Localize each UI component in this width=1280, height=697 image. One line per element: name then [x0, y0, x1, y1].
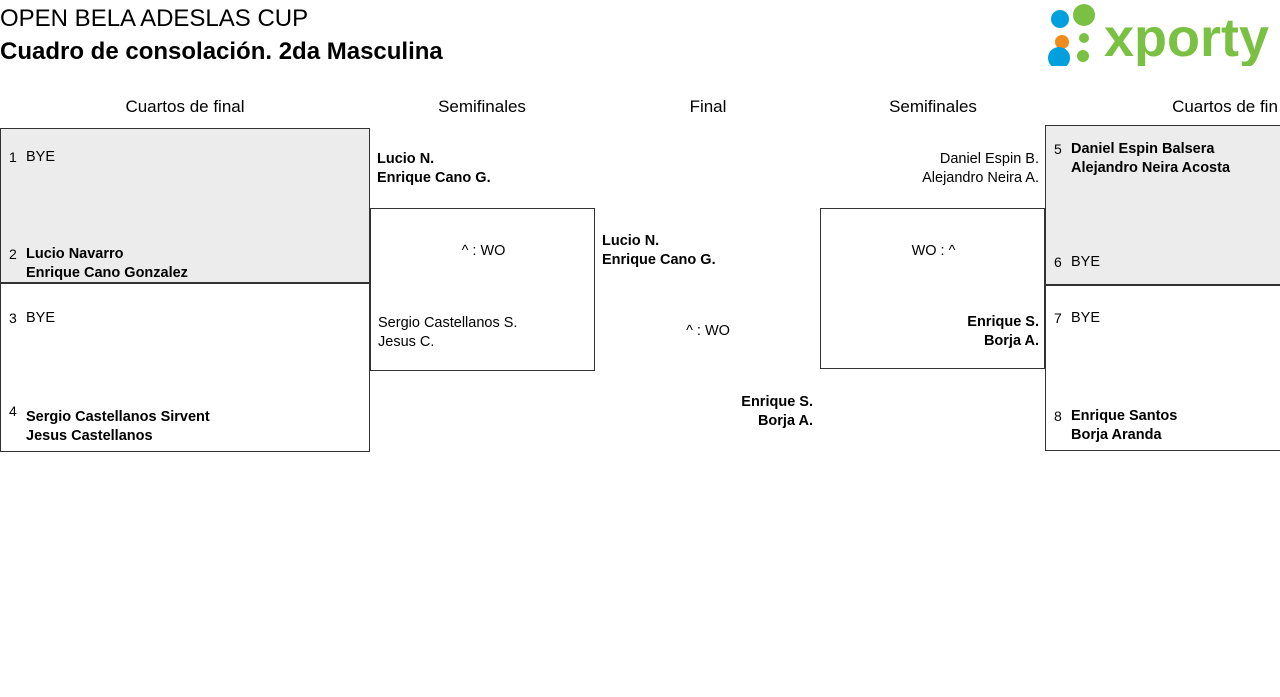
sf-right-top-name-2: Alejandro Neira A. — [922, 170, 1039, 186]
xporty-logo — [1046, 4, 1274, 66]
match-box-left-sf[interactable] — [370, 208, 595, 371]
seed-number: 5 — [1054, 141, 1062, 157]
seed-number: 7 — [1054, 310, 1062, 326]
round-header-sf-right: Semifinales — [889, 97, 977, 116]
final-left-name-1: Lucio N. — [602, 233, 660, 249]
seed-number: 3 — [9, 310, 17, 326]
player-names: Lucio Navarro — [26, 246, 124, 262]
player-names: Sergio Castellanos Sirvent — [26, 409, 210, 425]
final-left-name-2: Enrique Cano G. — [602, 252, 716, 268]
player-names: BYE — [1071, 254, 1101, 270]
final-right-name-1: Enrique S. — [741, 394, 813, 410]
player-names: Jesus Castellanos — [26, 428, 153, 444]
final-right-name-2: Borja A. — [757, 413, 813, 429]
match-box-left-qf-2[interactable] — [0, 283, 370, 452]
sf-left-bottom-name-2: Jesus C. — [378, 334, 435, 350]
seed-number: 8 — [1054, 408, 1062, 424]
match-box-left-qf-1[interactable] — [0, 128, 370, 283]
match-box-right-qf-2[interactable] — [1045, 285, 1280, 451]
match-box-right-sf[interactable] — [820, 208, 1045, 369]
round-header-sf-left: Semifinales — [438, 97, 526, 116]
seed-number: 2 — [9, 246, 17, 262]
final-score: ^ : WO — [686, 323, 730, 339]
match-score: WO : ^ — [911, 243, 956, 259]
svg-text:xporty: xporty — [1104, 8, 1270, 66]
player-names: Borja Aranda — [1071, 427, 1162, 443]
player-names: BYE — [1071, 310, 1101, 326]
tournament-title: OPEN BELA ADESLAS CUP — [0, 5, 309, 32]
seed-number: 4 — [9, 403, 17, 419]
player-names: BYE — [26, 149, 56, 165]
player-names: Enrique Santos — [1071, 408, 1178, 424]
sf-right-bottom-name-1: Enrique S. — [967, 314, 1039, 330]
round-header-qf-left: Cuartos de final — [125, 97, 245, 116]
bracket-subtitle: Cuadro de consolación. 2da Masculina — [0, 38, 443, 65]
seed-number: 6 — [1054, 254, 1062, 270]
seed-number: 1 — [9, 149, 17, 165]
match-box-right-qf-1[interactable] — [1045, 125, 1280, 285]
player-names: Alejandro Neira Acosta — [1071, 160, 1231, 176]
player-names: Enrique Cano Gonzalez — [26, 265, 188, 281]
round-header-qf-right: Cuartos de fin — [1172, 97, 1278, 116]
sf-left-bottom-name-1: Sergio Castellanos S. — [378, 315, 518, 331]
sf-right-top-name-1: Daniel Espin B. — [939, 151, 1039, 167]
match-score: ^ : WO — [461, 243, 506, 259]
title-block — [0, 2, 443, 68]
sf-left-top-name-1: Lucio N. — [377, 151, 435, 167]
sf-left-top-name-2: Enrique Cano G. — [377, 170, 491, 186]
player-names: BYE — [26, 310, 56, 326]
round-header-final: Final — [689, 97, 727, 116]
page-header — [0, 0, 1280, 80]
player-names: Daniel Espin Balsera — [1071, 141, 1215, 157]
sf-right-bottom-name-2: Borja A. — [983, 333, 1039, 349]
